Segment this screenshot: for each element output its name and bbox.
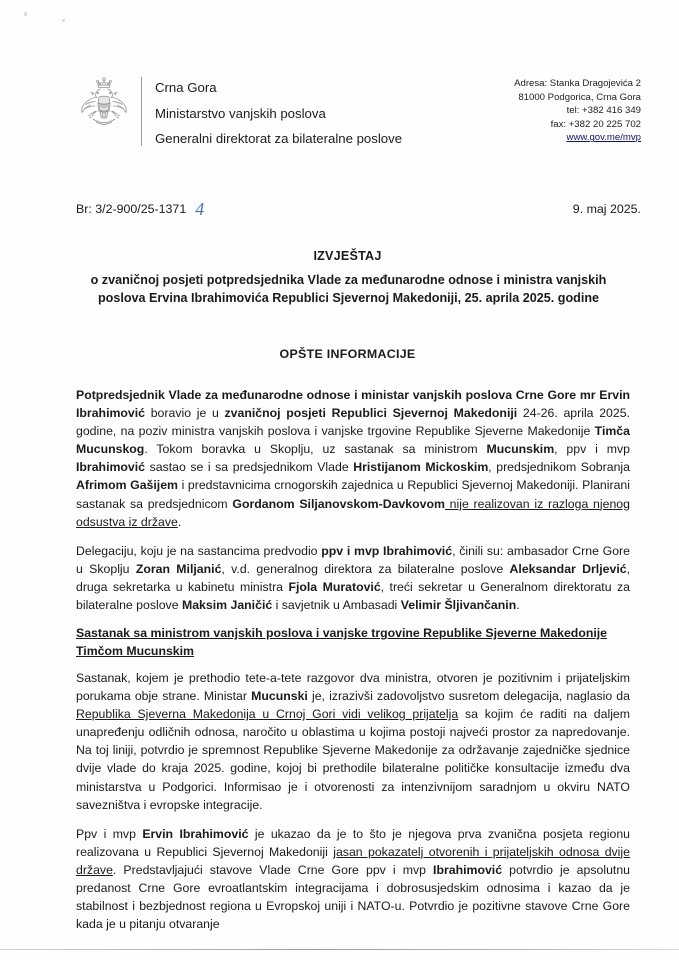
text-run: Ibrahimović: [433, 862, 503, 877]
scan-speckle: [24, 12, 27, 16]
text-run: Potpredsjednik Vlade za međunarodne odnose i ministar vanjskih poslova Crne Gore mr Ervin Ibrahimović: [76, 388, 630, 421]
text-run: , v.d. generalnog direktora za bilateralne poslove: [221, 561, 510, 576]
text-run: Ibrahimović: [76, 460, 146, 475]
text-run: . Tokom boravka u Skoplju, uz sastanak sa ministrom: [144, 442, 487, 457]
text-run: je, izrazivši zadovoljstvo susretom delegacija, naglasio da: [307, 689, 630, 704]
reference-number-text: Br: 3/2-900/25-1371: [76, 202, 187, 216]
subheading-meeting-with-minister: Sastanak sa ministrom vanjskih poslova i vanjske trgovine Republike Sjeverne Makedonije Timčom Mucunskim: [76, 626, 608, 658]
text-run: sastao se i sa predsjednikom Vlade: [145, 460, 354, 475]
text-run: zvaničnoj posjeti Republici Sjevernoj Makedoniji: [224, 406, 518, 421]
text-run-underlined: nije realizovan iz razloga njenog odsustva iz države: [76, 496, 630, 529]
text-run: Sastanak, kojem je prethodio tete-a-tete razgovor dva ministra, otvoren je pozitivnim i prijateljskim porukama obje strane. Ministar: [76, 670, 630, 704]
address-block: [514, 74, 641, 145]
text-run: Timča Mucunskog: [76, 424, 630, 457]
section-heading-general-info: OPŠTE INFORMACIJE: [279, 347, 416, 361]
address-website-link[interactable]: www.gov.me/mvp: [566, 132, 641, 144]
org-ministry: Ministarstvo vanjskih poslova: [155, 105, 326, 121]
text-run: potvrdio je apsolutnu predanost Crne Gore evroatlantskim integracijama i dobrosusjedskim odnosima i kazao da je stabilnost i bezbjednost regiona u Evropskoj uniji i NATO-u. Potvrdio je pozitivne stavove Crne Gore kada je u pitanju otvaranje: [76, 862, 630, 932]
text-run: Ervin Ibrahimović: [142, 826, 249, 841]
text-run: Ppv i mvp: [76, 826, 143, 841]
document-title: IZVJEŠTAJ: [313, 249, 382, 263]
org-country: Crna Gora: [155, 80, 217, 95]
address-fax: fax: +382 20 225 702: [550, 118, 641, 130]
text-run: , treći sekretar u Generalnom direktoratu za bilateralne poslove: [76, 579, 630, 613]
text-run-underlined: Republika Sjeverna Makedonija u Crnoj Gori vidi velikog prijatelja: [76, 707, 459, 722]
text-run: sa kojim će raditi na daljem unapređenju odličnih odnosa, naročito u oblastima u kojima postoji najveći prostor za napredovanje. Na toj liniji, potvrdio je spremnost Republike Sjeverne Makedonije za održavanje zajedničke sjednice dvije vlade do kraja 2025. godine, kojoj bi prethodile bilateralne političke konsultacije između dva ministarstva u Podgorici. Informisao je i otvorenosti za intenzivnijom saradnjom u okviru NATO savezništva i evropske integracije.: [76, 707, 631, 812]
text-run: Maksim Janičić: [181, 598, 273, 613]
text-run-underlined: jasan pokazatelj otvorenih i prijateljskih odnosa dvije države: [76, 844, 630, 877]
paragraph-ibrahimovic-statement: [76, 825, 630, 934]
document-body: [76, 386, 630, 933]
text-run: 24-26. aprila 2025. godine, na poziv ministra vanjskih poslova i vanjske trgovine Republike Sjeverne Makedonije: [76, 406, 630, 439]
letterhead-divider: [141, 77, 142, 146]
text-run: Mucunskim: [486, 442, 555, 457]
text-run: .: [516, 598, 520, 613]
paragraph-meeting-details: [76, 669, 630, 814]
text-run: , druga sekretarka u kabinetu ministra: [76, 561, 630, 594]
text-run: Gordanom Siljanovskom-Davkovom: [232, 496, 445, 511]
text-run: Aleksandar Drljević: [509, 561, 627, 576]
document-date: 9. maj 2025.: [572, 202, 641, 216]
text-run: . Predstavljajući stavove Vlade Crne Gore ppv i mvp: [112, 862, 434, 877]
org-directorate: Generalni direktorat za bilateralne poslove: [155, 131, 403, 146]
montenegro-coat-of-arms-icon: [76, 74, 132, 148]
text-run: , predsjednikom Sobranja: [488, 460, 630, 475]
text-run: Delegaciju, koju je na sastancima predvodio: [76, 543, 322, 558]
text-run: Velimir Šljivančanin: [400, 598, 517, 613]
paragraph-visit-overview: [76, 386, 630, 531]
text-run: Hristijanom Mickoskim: [353, 460, 489, 475]
paragraph-delegation: [76, 542, 630, 614]
text-run: .: [177, 514, 182, 529]
address-street: Adresa: Stanka Dragojevića 2: [514, 78, 641, 89]
text-run: je ukazao da je to što je njegova prva zvanična posjeta regionu realizovana u Republici Sjevernoj Makedoniji: [76, 826, 631, 859]
organization-lines: [155, 74, 402, 152]
text-run: Fjola Muratović: [288, 579, 381, 594]
page-bottom-rule: [0, 949, 679, 950]
organization-block: [76, 74, 402, 152]
letterhead: [0, 74, 679, 152]
reference-number: [76, 199, 203, 220]
text-run: ppv i mvp Ibrahimović: [321, 543, 453, 558]
text-run: Mucunski: [251, 689, 308, 704]
address-telephone: tel: +382 416 349: [566, 105, 641, 117]
address-city: 81000 Podgorica, Crna Gora: [518, 91, 641, 103]
text-run: i predstavnicima crnogorskih zajednica u Republici Sjevernoj Makedoniji. Planirani sastanak sa predsjednicom: [76, 478, 630, 511]
reference-row: [76, 199, 641, 220]
scan-speckle: [62, 19, 65, 22]
text-run: , činili su: ambasador Crne Gore u Skoplju: [76, 543, 630, 576]
document-subtitle: o zvaničnoj posjeti potpredsjednika Vlade za međunarodne odnose i ministra vanjskih poslova Ervina Ibrahimovića Republici Sjevernoj Makedoniji, 25. aprila 2025. godine: [90, 273, 607, 305]
text-run: Zoran Miljanić: [135, 561, 222, 576]
handwritten-annotation: 4: [195, 199, 204, 219]
text-run: , ppv i mvp: [554, 442, 630, 457]
text-run: i savjetnik u Ambasadi: [272, 598, 401, 613]
text-run: boravio je u: [145, 406, 225, 421]
text-run: Afrimom Gašijem: [76, 478, 178, 493]
